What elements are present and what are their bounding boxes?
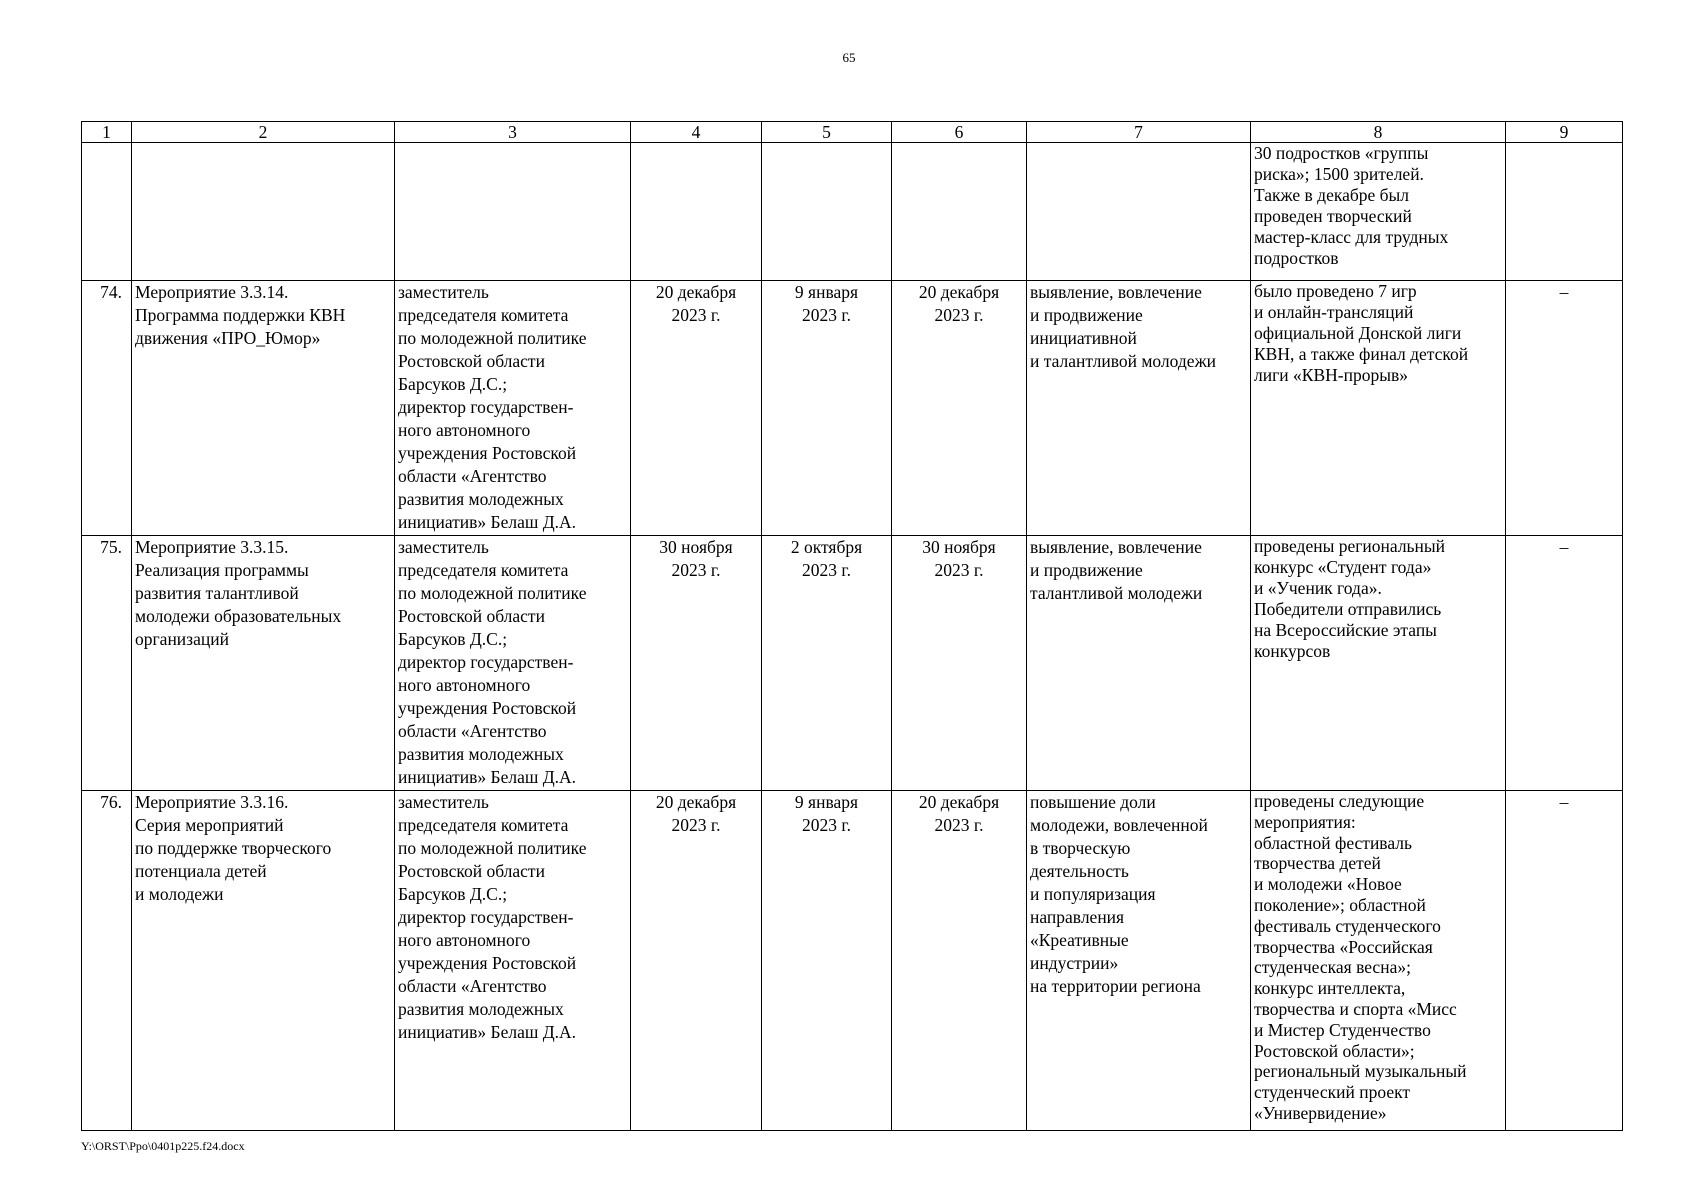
end-date-cell: 20 декабря 2023 г. <box>892 791 1027 1131</box>
row-number: 76. <box>82 791 132 1131</box>
file-path-footer: Y:\ORST\Ppo\0401p225.f24.docx <box>81 1139 245 1153</box>
column-header: 4 <box>631 122 762 143</box>
result-cell: 30 подростков «группы риска»; 1500 зрителей. Также в декабре был проведен творческий мастер-класс для трудных подростков <box>1251 143 1506 281</box>
end-date-cell: 30 ноября 2023 г. <box>892 536 1027 791</box>
notes-cell: – <box>1506 791 1623 1131</box>
planned-date-cell: 20 декабря 2023 г. <box>631 281 762 536</box>
column-header: 5 <box>762 122 892 143</box>
notes-cell: – <box>1506 281 1623 536</box>
page-number: 65 <box>842 50 856 65</box>
row-number: 74. <box>82 281 132 536</box>
notes-cell: – <box>1506 536 1623 791</box>
expected-result-cell: повышение доли молодежи, вовлеченной в творческую деятельность и популяризация направления «Креативные индустрии» на территории региона <box>1027 791 1251 1131</box>
event-cell: Мероприятие 3.3.16. Серия мероприятий по поддержке творческого потенциала детей и молодежи <box>132 791 395 1131</box>
planned-date-cell: 20 декабря 2023 г. <box>631 791 762 1131</box>
column-header: 9 <box>1506 122 1623 143</box>
column-header: 3 <box>395 122 631 143</box>
table-row <box>82 536 1623 791</box>
expected-result-cell: выявление, вовлечение и продвижение талантливой молодежи <box>1027 536 1251 791</box>
start-date-cell: 9 января 2023 г. <box>762 791 892 1131</box>
end-date-cell: 20 декабря 2023 г. <box>892 281 1027 536</box>
table-row <box>82 281 1623 536</box>
result-cell: проведены следующие мероприятия: областной фестиваль творчества детей и молодежи «Новое поколение»; областной фестиваль студенческого творчества «Российская студенческая весна»; конкурс интеллекта, творчества и спорта «Мисс и Мистер Студенчество Ростовской области»; региональный музыкальный студенческий проект «Универвидение» <box>1251 791 1506 1131</box>
result-cell: было проведено 7 игр и онлайн-трансляций официальной Донской лиги КВН, а также финал детской лиги «КВН-прорыв» <box>1251 281 1506 536</box>
expected-result-cell: выявление, вовлечение и продвижение инициативной и талантливой молодежи <box>1027 281 1251 536</box>
responsible-cell: заместитель председателя комитета по молодежной политике Ростовской области Барсуков Д.С.; директор государствен- ного автономного учреждения Ростовской области «Агентство развития молодежных инициатив» Белаш Д.А. <box>395 536 631 791</box>
events-table <box>81 121 1623 1131</box>
table-row <box>82 791 1623 1131</box>
column-header: 8 <box>1251 122 1506 143</box>
column-header: 6 <box>892 122 1027 143</box>
event-cell: Мероприятие 3.3.15. Реализация программы развития талантливой молодежи образовательных организаций <box>132 536 395 791</box>
start-date-cell: 9 января 2023 г. <box>762 281 892 536</box>
responsible-cell: заместитель председателя комитета по молодежной политике Ростовской области Барсуков Д.С.; директор государствен- ного автономного учреждения Ростовской области «Агентство развития молодежных инициатив» Белаш Д.А. <box>395 791 631 1131</box>
column-header: 2 <box>132 122 395 143</box>
row-number: 75. <box>82 536 132 791</box>
responsible-cell: заместитель председателя комитета по молодежной политике Ростовской области Барсуков Д.С.; директор государствен- ного автономного учреждения Ростовской области «Агентство развития молодежных инициатив» Белаш Д.А. <box>395 281 631 536</box>
result-cell: проведены региональный конкурс «Студент года» и «Ученик года». Победители отправились на Всероссийские этапы конкурсов <box>1251 536 1506 791</box>
column-header: 7 <box>1027 122 1251 143</box>
event-cell: Мероприятие 3.3.14. Программа поддержки КВН движения «ПРО_Юмор» <box>132 281 395 536</box>
column-number-row <box>82 122 1623 143</box>
continuation-row <box>82 143 1623 281</box>
start-date-cell: 2 октября 2023 г. <box>762 536 892 791</box>
planned-date-cell: 30 ноября 2023 г. <box>631 536 762 791</box>
column-header: 1 <box>82 122 132 143</box>
